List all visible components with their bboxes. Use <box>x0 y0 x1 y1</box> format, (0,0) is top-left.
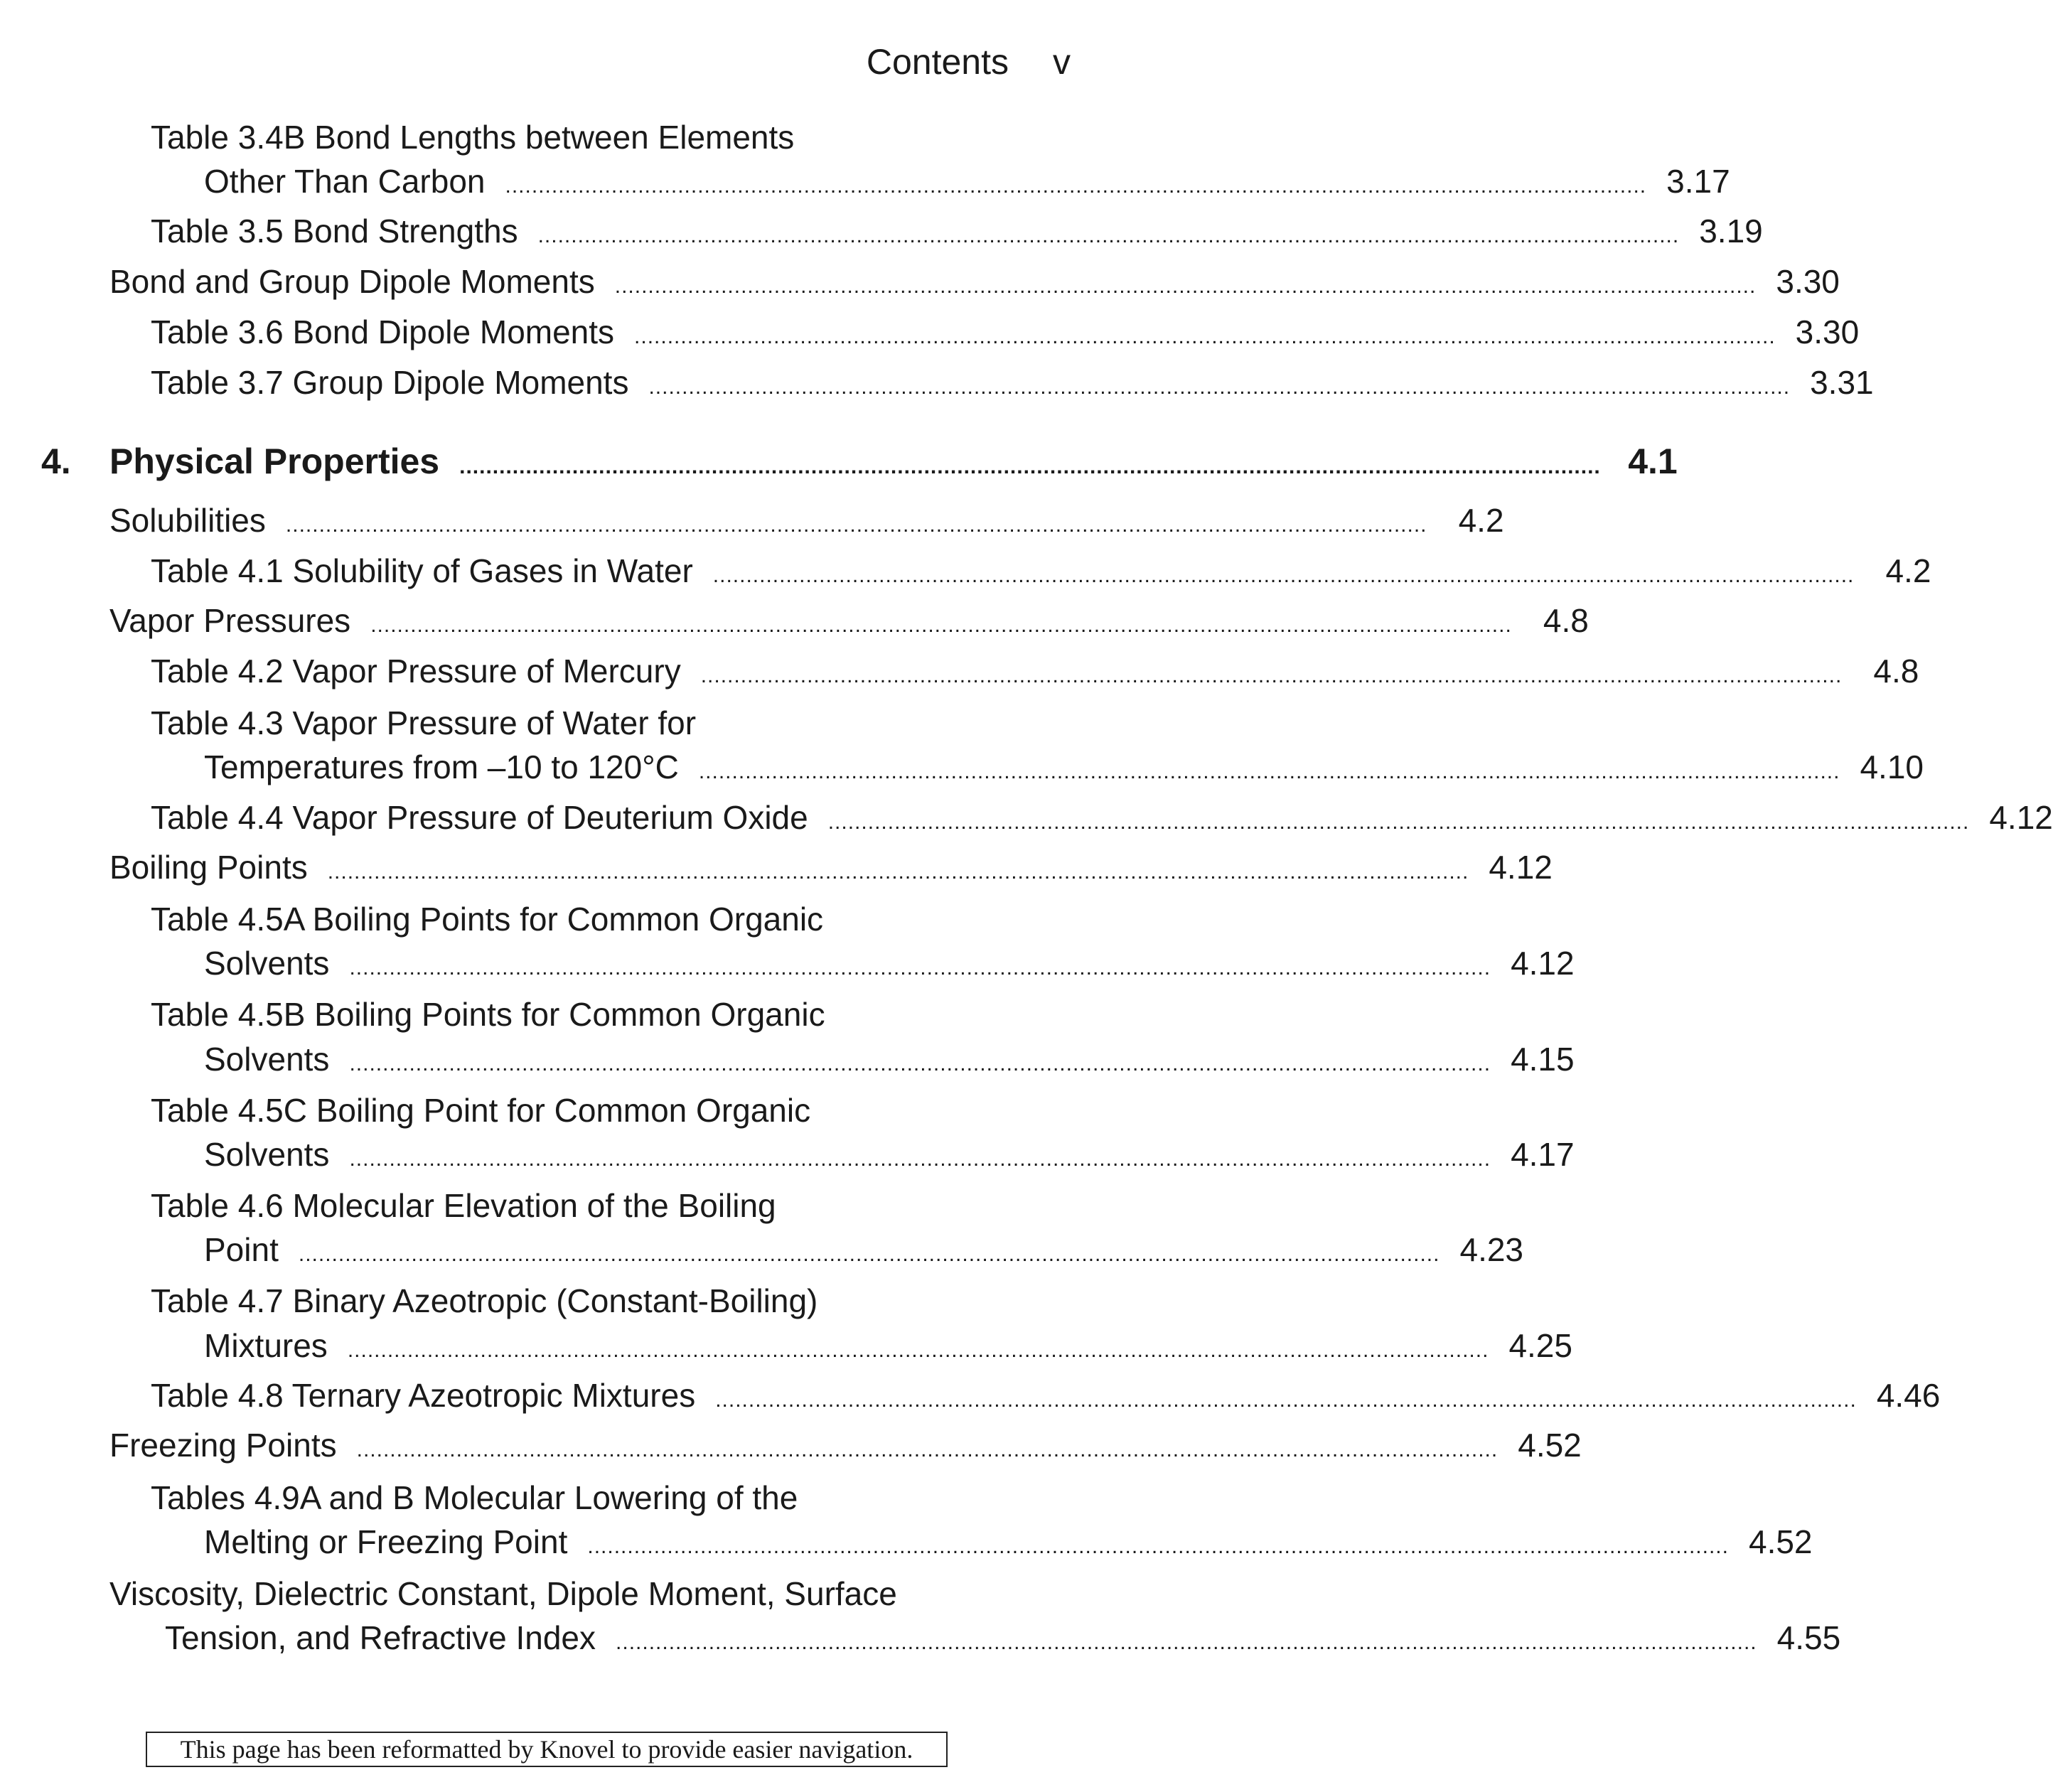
dot-leader: ............................................................................................................................................................................ <box>370 613 1512 637</box>
toc-entry-freezing-points[interactable] <box>109 1426 1582 1464</box>
toc-entry-table-3-6[interactable] <box>151 313 1860 351</box>
dot-leader: ............................................................................................................................................................................ <box>349 956 1491 980</box>
toc-entry-table-3-4b[interactable] <box>204 162 1730 200</box>
toc-entry-label: Table 4.2 Vapor Pressure of Mercury <box>151 653 681 690</box>
toc-page-number: 4.23 <box>1459 1231 1524 1268</box>
toc-entry-table-4-3[interactable] <box>204 748 1924 786</box>
toc-entry-table-4-5c-line1[interactable]: Table 4.5C Boiling Point for Common Organic <box>151 1092 811 1129</box>
toc-entry-table-4-6[interactable] <box>204 1230 1524 1269</box>
toc-entry-label: Other Than Carbon <box>204 163 486 200</box>
toc-entry-table-4-7-line1[interactable]: Table 4.7 Binary Azeotropic (Constant-Boiling) <box>151 1282 818 1319</box>
toc-entry-label: Melting or Freezing Point <box>204 1523 568 1560</box>
dot-leader: ............................................................................................................................................................................ <box>614 274 1757 298</box>
toc-page-number: 4.46 <box>1876 1377 1941 1414</box>
toc-page-number: 4.12 <box>1489 849 1553 886</box>
toc-entry-label: Table 4.1 Solubility of Gases in Water <box>151 552 693 589</box>
dot-leader: ............................................................................................................................................................................ <box>505 174 1647 198</box>
dot-leader: ............................................................................................................................................................................ <box>349 1052 1491 1075</box>
dot-leader: ............................................................................................................................................................................ <box>827 810 1970 834</box>
toc-entry-boiling-points[interactable] <box>109 848 1553 886</box>
toc-entry-table-4-5b[interactable] <box>204 1040 1575 1078</box>
toc-entry-label: Table 4.8 Ternary Azeotropic Mixtures <box>151 1377 696 1414</box>
header-title: Contents <box>866 42 1009 82</box>
dot-leader: ............................................................................................................................................................................ <box>459 455 1601 478</box>
toc-page-number: 3.30 <box>1795 313 1860 350</box>
toc-entry-solubilities[interactable] <box>109 501 1504 540</box>
dot-leader: ............................................................................................................................................................................ <box>648 375 1791 399</box>
toc-entry-label: Mixtures <box>204 1327 328 1364</box>
toc-entry-vapor-pressures[interactable] <box>109 601 1589 640</box>
toc-entry-table-4-4[interactable] <box>151 798 2053 837</box>
toc-entry-label: Vapor Pressures <box>109 602 351 639</box>
toc-entry-table-3-5[interactable] <box>151 212 1763 250</box>
toc-entry-label: Solubilities <box>109 502 266 539</box>
toc-entry-table-4-7[interactable] <box>204 1326 1572 1365</box>
dot-leader: ............................................................................................................................................................................ <box>587 1535 1729 1558</box>
toc-entry-table-4-9-line1[interactable]: Tables 4.9A and B Molecular Lowering of the <box>151 1479 798 1516</box>
toc-entry-label: Temperatures from –10 to 120°C <box>204 749 679 785</box>
toc-entry-label: Solvents <box>204 945 330 982</box>
toc-entry-label: Table 4.4 Vapor Pressure of Deuterium Oxide <box>151 799 808 836</box>
dot-leader: ............................................................................................................................................................................ <box>537 224 1680 247</box>
toc-page-number: 4.52 <box>1748 1523 1813 1560</box>
toc-entry-table-4-1[interactable] <box>151 552 1931 590</box>
toc-page-number: 4.12 <box>1989 799 2053 836</box>
toc-entry-bond-dipole[interactable] <box>109 262 1840 301</box>
toc-entry-table-4-5b-line1[interactable]: Table 4.5B Boiling Points for Common Organic <box>151 996 825 1033</box>
toc-entry-label: Point <box>204 1231 279 1268</box>
toc-page-number: 4.55 <box>1776 1619 1841 1656</box>
toc-entry-table-4-8[interactable] <box>151 1376 1941 1415</box>
toc-entry-label: Freezing Points <box>109 1427 337 1464</box>
dot-leader: ............................................................................................................................................................................ <box>715 1388 1857 1412</box>
toc-page-number: 4.8 <box>1873 653 1919 690</box>
toc-entry-table-4-2[interactable] <box>151 652 1919 690</box>
toc-entry-table-4-6-line1[interactable]: Table 4.6 Molecular Elevation of the Boiling <box>151 1187 776 1224</box>
toc-page-number: 3.31 <box>1810 364 1874 401</box>
toc-page-number: 4.15 <box>1511 1041 1575 1078</box>
toc-entry-label: Table 3.5 Bond Strengths <box>151 213 518 250</box>
toc-entry-table-3-4b-line1[interactable]: Table 3.4B Bond Lengths between Elements <box>151 119 795 156</box>
toc-entry-label: Tension, and Refractive Index <box>165 1619 596 1656</box>
page-header <box>867 41 1071 82</box>
dot-leader: ............................................................................................................................................................................ <box>347 1338 1489 1362</box>
toc-entry-viscosity-line1[interactable]: Viscosity, Dielectric Constant, Dipole Moment, Surface <box>109 1575 897 1612</box>
toc-page-number: 3.19 <box>1699 213 1763 250</box>
dot-leader: ............................................................................................................................................................................ <box>616 1631 1757 1654</box>
toc-entry-table-3-7[interactable] <box>151 363 1874 402</box>
header-page-number: v <box>1053 42 1071 82</box>
toc-page-number: 4.52 <box>1518 1427 1582 1464</box>
dot-leader: ............................................................................................................................................................................ <box>298 1243 1440 1266</box>
toc-page-number: 3.30 <box>1776 263 1840 300</box>
toc-entry-table-4-3-line1[interactable]: Table 4.3 Vapor Pressure of Water for <box>151 704 697 741</box>
toc-page-number: 4.2 <box>1885 552 1931 589</box>
toc-chapter-label: Physical Properties <box>109 441 440 481</box>
toc-page-number: 4.2 <box>1458 502 1504 539</box>
dot-leader: ............................................................................................................................................................................ <box>327 860 1469 884</box>
toc-entry-viscosity[interactable] <box>165 1619 1841 1657</box>
dot-leader: ............................................................................................................................................................................ <box>698 760 1840 783</box>
toc-page-number: 4.25 <box>1508 1327 1572 1364</box>
toc-chapter-4[interactable] <box>109 441 1678 482</box>
toc-entry-label: Bond and Group Dipole Moments <box>109 263 595 300</box>
toc-page-number: 4.10 <box>1860 749 1924 785</box>
toc-entry-label: Table 3.7 Group Dipole Moments <box>151 364 629 401</box>
toc-page-number: 4.17 <box>1511 1136 1575 1173</box>
dot-leader: ............................................................................................................................................................................ <box>349 1147 1491 1171</box>
toc-entry-label: Boiling Points <box>109 849 308 886</box>
toc-page-number: 3.17 <box>1666 163 1730 200</box>
toc-entry-table-4-9[interactable] <box>204 1523 1813 1561</box>
dot-leader: ............................................................................................................................................................................ <box>285 513 1427 537</box>
toc-entry-table-4-5a[interactable] <box>204 944 1575 982</box>
toc-entry-label: Solvents <box>204 1136 330 1173</box>
dot-leader: ............................................................................................................................................................................ <box>700 664 1843 687</box>
toc-entry-table-4-5a-line1[interactable]: Table 4.5A Boiling Points for Common Organic <box>151 901 824 938</box>
knovel-footer-note: This page has been reformatted by Knovel to provide easier navigation. <box>146 1732 948 1767</box>
chapter-number: 4. <box>41 441 71 481</box>
dot-leader: ............................................................................................................................................................................ <box>356 1438 1499 1461</box>
dot-leader: ............................................................................................................................................................................ <box>634 325 1776 348</box>
toc-page-number: 4.1 <box>1628 441 1678 481</box>
dot-leader: ............................................................................................................................................................................ <box>712 564 1855 587</box>
toc-entry-label: Solvents <box>204 1041 330 1078</box>
toc-entry-table-4-5c[interactable] <box>204 1135 1575 1174</box>
toc-entry-label: Table 3.6 Bond Dipole Moments <box>151 313 615 350</box>
toc-page-number: 4.12 <box>1511 945 1575 982</box>
toc-page-number: 4.8 <box>1543 602 1589 639</box>
